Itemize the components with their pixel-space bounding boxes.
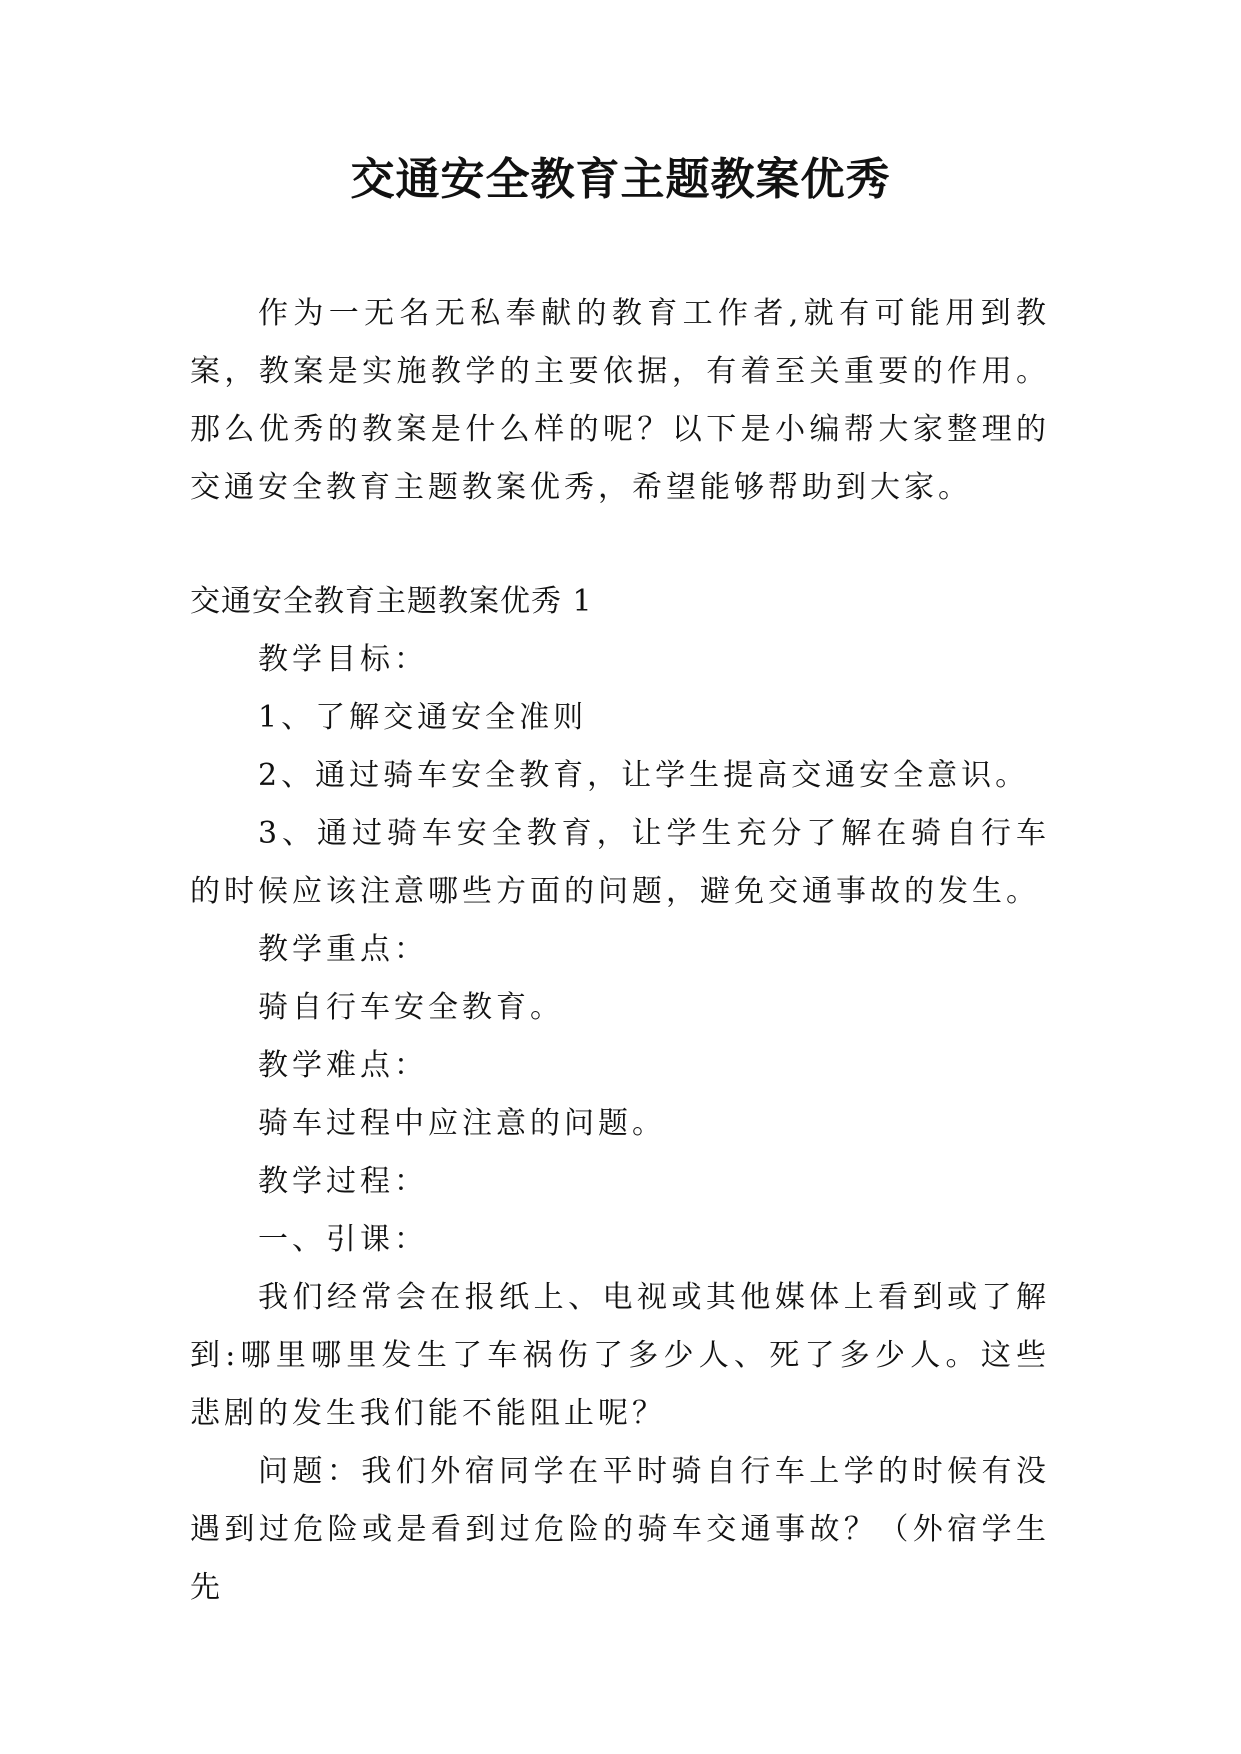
body-paragraph: 问题：我们外宿同学在平时骑自行车上学的时候有没遇到过危险或是看到过危险的骑车交通事故？（外宿学生先 bbox=[190, 1454, 1050, 1605]
body-paragraph: 1、了解交通安全准则 bbox=[258, 700, 588, 735]
document-body bbox=[190, 285, 1050, 1617]
document-title: 交通安全教育主题教案优秀 bbox=[350, 154, 891, 205]
body-paragraph: 骑车过程中应注意的问题。 bbox=[258, 1106, 666, 1141]
body-paragraph: 一、引课： bbox=[258, 1222, 428, 1257]
intro-paragraph: 作为一无名无私奉献的教育工作者,就有可能用到教案，教案是实施教学的主要依据，有着至关重要的作用。那么优秀的教案是什么样的呢？以下是小编帮大家整理的交通安全教育主题教案优秀，希望能够帮助到大家。 bbox=[190, 296, 1050, 505]
body-paragraph: 教学重点： bbox=[258, 932, 428, 967]
body-paragraph: 我们经常会在报纸上、电视或其他媒体上看到或了解到:哪里哪里发生了车祸伤了多少人、死了多少人。这些悲剧的发生我们能不能阻止呢？ bbox=[190, 1280, 1050, 1431]
body-paragraph: 骑自行车安全教育。 bbox=[258, 990, 564, 1025]
body-paragraph: 教学目标： bbox=[258, 642, 428, 677]
body-paragraph: 教学过程： bbox=[258, 1164, 428, 1199]
body-paragraph: 教学难点： bbox=[258, 1048, 428, 1083]
body-paragraph: 2、通过骑车安全教育，让学生提高交通安全意识。 bbox=[258, 758, 1030, 793]
section-heading: 交通安全教育主题教案优秀 1 bbox=[190, 584, 593, 619]
body-paragraph: 3、通过骑车安全教育，让学生充分了解在骑自行车的时候应该注意哪些方面的问题，避免交通事故的发生。 bbox=[190, 816, 1050, 909]
